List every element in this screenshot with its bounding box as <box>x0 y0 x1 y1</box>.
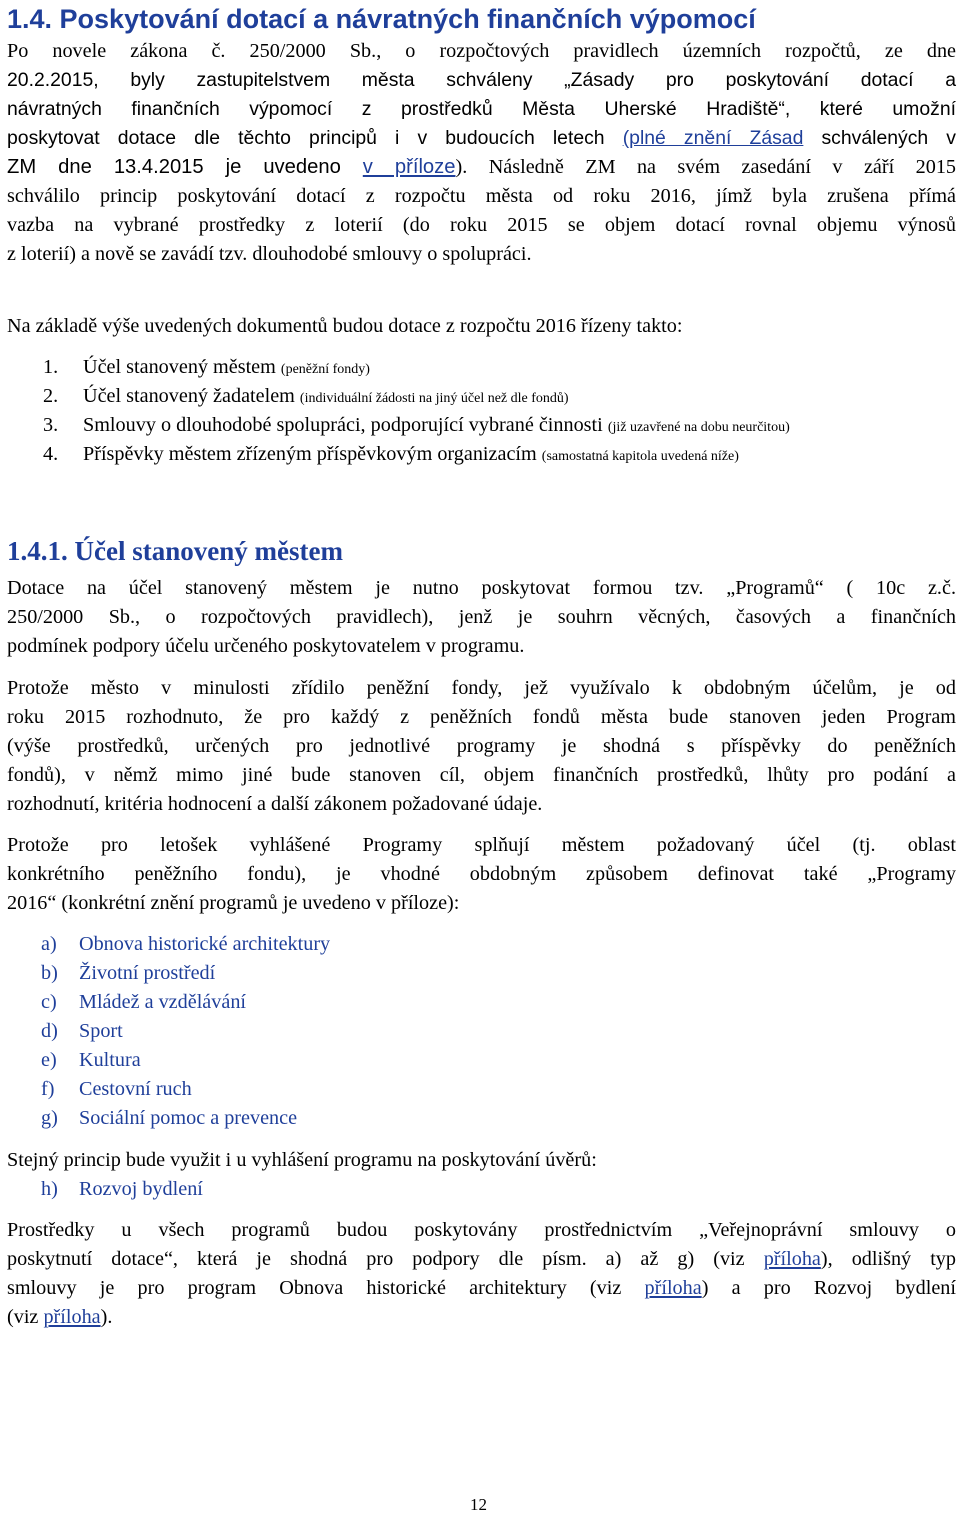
paragraph-text: ), odlišný typ <box>820 1248 956 1270</box>
program-label: Cestovní ruch <box>79 1078 192 1100</box>
loan-program-list <box>7 1175 203 1204</box>
item-note: (již uzavřené na dobu neurčitou) <box>607 420 790 435</box>
program-label: Kultura <box>79 1049 141 1071</box>
paragraph-text: smlouvy je pro program Obnova historické architektury (viz <box>7 1277 645 1299</box>
priloha-link[interactable]: v příloze <box>362 156 456 178</box>
item-text: Účel stanovený žadatelem <box>83 385 295 407</box>
paragraph-line: 2016“ (konkrétní znění programů je uvedeno v příloze): <box>7 892 460 914</box>
paragraph-line <box>7 1274 956 1303</box>
paragraph-line <box>7 1245 956 1274</box>
program-label: Rozvoj bydlení <box>79 1178 203 1200</box>
intro-paragraph <box>7 37 956 269</box>
paragraph-line: Prostředky u všech programů budou poskytovány prostřednictvím „Veřejnoprávní smlouvy o <box>7 1219 956 1241</box>
program-list <box>7 930 330 1133</box>
item-marker: a) <box>41 933 57 955</box>
item-number: 2. <box>43 385 59 407</box>
numbered-item <box>7 440 790 469</box>
program-item-obnova[interactable] <box>7 930 330 959</box>
zasady-link[interactable]: (plné znění Zásad <box>622 127 804 149</box>
intro-line <box>7 153 956 182</box>
item-text: Příspěvky městem zřízeným příspěvkovým organizacím <box>83 443 537 465</box>
item-number: 4. <box>43 443 59 465</box>
paragraph-line <box>7 1303 956 1332</box>
paragraph-line: Protože pro letošek vyhlášené Programy splňují městem požadovaný účel (tj. oblast <box>7 834 956 856</box>
intro-line: vazba na vybrané prostředky z loterií (do roku 2015 se objem dotací rovnal objemu výnosů <box>7 214 956 236</box>
item-marker: d) <box>41 1020 58 1042</box>
basis-line: Na základě výše uvedených dokumentů budou dotace z rozpočtu 2016 řízeny takto: <box>7 315 683 337</box>
numbered-item <box>7 411 790 440</box>
paragraph-line: 250/2000 Sb., o rozpočtových pravidlech), jenž je souhrn věcných, časových a finančních <box>7 606 956 628</box>
paragraph-text: ) a pro Rozvoj bydlení <box>701 1277 956 1299</box>
intro-line: schválilo princip poskytování dotací z rozpočtu města od roku 2016, jímž byla zrušena přímá <box>7 185 956 207</box>
item-note: (individuální žádosti na jiný účel než dle fondů) <box>299 391 569 406</box>
dotace-paragraph <box>7 574 956 661</box>
program-label: Životní prostředí <box>79 962 216 984</box>
item-note: (samostatná kapitola uvedená níže) <box>541 449 739 464</box>
paragraph-line: Stejný princip bude využit i u vyhlášení programu na poskytování úvěrů: <box>7 1149 597 1171</box>
loan-intro-paragraph <box>7 1146 956 1175</box>
subsection-heading: 1.4.1. Účel stanovený městem <box>7 536 343 566</box>
item-text: Smlouvy o dlouhodobé spolupráci, podporující vybrané činnosti <box>83 414 603 436</box>
program-label: Sociální pomoc a prevence <box>79 1107 298 1129</box>
paragraph-text: poskytnutí dotace“, která je shodná pro podpory dle písm. a) až g) (viz <box>7 1248 764 1270</box>
paragraph-line: rozhodnutí, kritéria hodnocení a další zákonem požadované údaje. <box>7 793 543 815</box>
paragraph-line: roku 2015 rozhodnuto, že pro každý z peněžních fondů města bude stanoven jeden Program <box>7 706 956 728</box>
numbered-list <box>7 353 790 469</box>
priloha-link[interactable]: příloha <box>763 1248 821 1270</box>
intro-text: poskytovat dotace dle těchto principů i v budoucích letech <box>7 127 605 149</box>
paragraph-line: Protože město v minulosti zřídilo peněžní fondy, jež využívalo k obdobným účelům, je od <box>7 677 956 699</box>
item-number: 1. <box>43 356 59 378</box>
priloha-link[interactable]: příloha <box>644 1277 702 1299</box>
numbered-item <box>7 382 790 411</box>
item-marker: b) <box>41 962 58 984</box>
item-number: 3. <box>43 414 59 436</box>
item-text: Účel stanovený městem <box>83 356 276 378</box>
program-label: Mládež a vzdělávání <box>79 991 247 1013</box>
section-heading: 1.4. Poskytování dotací a návratných finančních výpomocí <box>7 4 756 34</box>
page-number: 12 <box>470 1495 487 1514</box>
intro-line: 20.2.2015, byly zastupitelstvem města schváleny „Zásady pro poskytování dotací a <box>7 69 956 91</box>
item-marker: c) <box>41 991 57 1013</box>
intro-text: ZM dne 13.4.2015 je uvedeno <box>7 156 363 178</box>
item-marker: e) <box>41 1049 57 1071</box>
item-note: (peněžní fondy) <box>280 362 370 377</box>
intro-text: ). Následně ZM na svém zasedání v září 2015 <box>455 156 957 178</box>
program-label: Sport <box>79 1020 123 1042</box>
item-marker: g) <box>41 1107 58 1129</box>
program-item-sport[interactable] <box>7 1017 330 1046</box>
intro-line: návratných finančních výpomocí z prostředků Města Uherské Hradiště“, které umožní <box>7 98 956 120</box>
priloha-link[interactable]: příloha <box>43 1306 101 1328</box>
paragraph-text: (viz <box>7 1306 44 1328</box>
paragraph-text: ). <box>100 1306 113 1328</box>
program-label: Obnova historické architektury <box>79 933 331 955</box>
intro-line <box>7 124 956 153</box>
program-item-kultura[interactable] <box>7 1046 330 1075</box>
program-item-zivotni-prostredi[interactable] <box>7 959 330 988</box>
program-item-cestovni-ruch[interactable] <box>7 1075 330 1104</box>
program-item-rozvoj-bydleni[interactable] <box>7 1175 203 1204</box>
program-item-mladez[interactable] <box>7 988 330 1017</box>
basis-paragraph <box>7 312 956 341</box>
fondy-paragraph <box>7 674 956 819</box>
intro-line: Po novele zákona č. 250/2000 Sb., o rozpočtových pravidlech územních rozpočtů, ze dne <box>7 40 956 62</box>
program-item-socialni-pomoc[interactable] <box>7 1104 330 1133</box>
item-marker: f) <box>41 1078 55 1100</box>
final-paragraph <box>7 1216 956 1332</box>
intro-text: schválených v <box>803 127 956 149</box>
paragraph-line: (výše prostředků, určených pro jednotlivé programy je shodná s příspěvky do peněžních <box>7 735 956 757</box>
numbered-item <box>7 353 790 382</box>
paragraph-line: Dotace na účel stanovený městem je nutno poskytovat formou tzv. „Programů“ ( 10c z.č. <box>7 577 956 599</box>
paragraph-line: fondů), v němž mimo jiné bude stanoven cíl, objem finančních prostředků, lhůty pro podání a <box>7 764 956 786</box>
programy-paragraph <box>7 831 956 918</box>
item-marker: h) <box>41 1178 58 1200</box>
intro-line: z loterií) a nově se zavádí tzv. dlouhodobé smlouvy o spolupráci. <box>7 243 532 265</box>
paragraph-line: konkrétního peněžního fondu), je vhodné obdobným způsobem definovat také „Programy <box>7 863 956 885</box>
paragraph-line: podmínek podpory účelu určeného poskytovatelem v programu. <box>7 635 525 657</box>
